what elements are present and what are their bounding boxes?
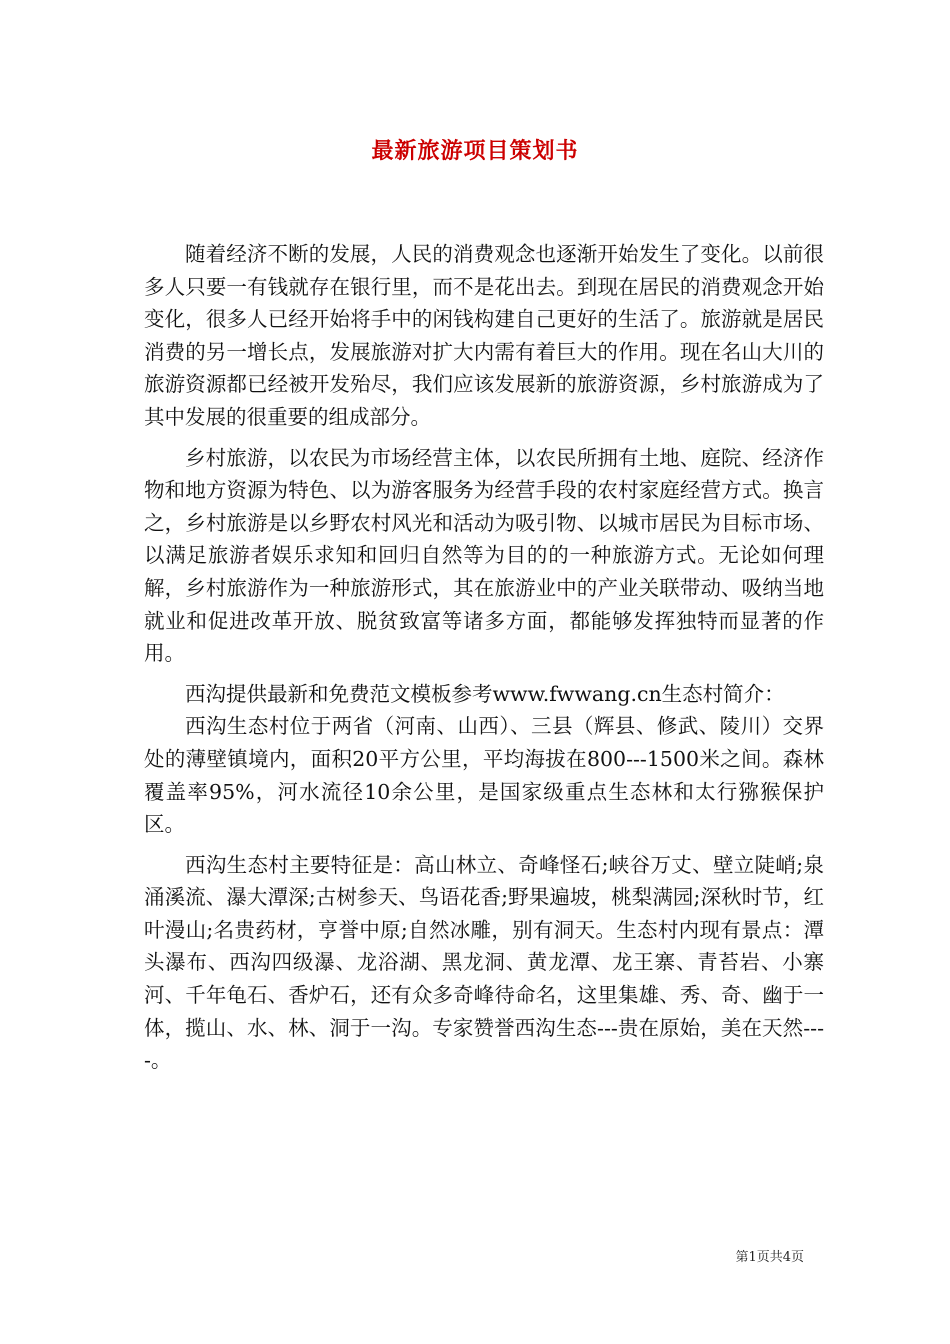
paragraph-village-location: 西沟生态村位于两省（河南、山西）、三县（辉县、修武、陵川）交界处的薄壁镇境内，面积20平方公里，平均海拔在800---1500米之间。森林覆盖率95%，河水流径10余公里，是国家级重点生态林和太行猕猴保护区。: [144, 714, 824, 837]
paragraph-village-intro-heading: 西沟提供最新和免费范文模板参考www.fwwang.cn生态村简介：: [185, 681, 785, 706]
paragraph-rural-tourism: 乡村旅游，以农民为市场经营主体，以农民所拥有土地、庭院、经济作物和地方资源为特色、以为游客服务为经营手段的农村家庭经营方式。换言之，乡村旅游是以乡野农村风光和活动为吸引物、以城市居民为目标市场、以满足旅游者娱乐求知和回归自然等为目的的一种旅游方式。无论如何理解，乡村旅游作为一种旅游形式，其在旅游业中的产业关联带动、吸纳当地就业和促进改革开放、脱贫致富等诸多方面，都能够发挥独特而显著的作用。: [144, 445, 824, 666]
page-number: 第1页共4页: [735, 1250, 804, 1265]
document-title: 最新旅游项目策划书: [371, 138, 579, 164]
paragraph-village-features: 西沟生态村主要特征是：高山林立、奇峰怪石;峡谷万丈、壁立陡峭;泉涌溪流、瀑大潭深;古树参天、鸟语花香;野果遍坡，桃梨满园;深秋时节，红叶漫山;名贵药材，亨誉中原;自然冰雕，别有洞天。生态村内现有景点：潭头瀑布、西沟四级瀑、龙浴湖、黑龙洞、黄龙潭、龙王寨、青苔岩、小寨河、千年龟石、香炉石，还有众多奇峰待命名，这里集雄、秀、奇、幽于一体，揽山、水、林、洞于一沟。专家赞誉西沟生态---贵在原始，美在天然----。: [144, 852, 824, 1073]
paragraph-intro: 随着经济不断的发展，人民的消费观念也逐渐开始发生了变化。以前很多人只要一有钱就存在银行里，而不是花出去。到现在居民的消费观念开始变化，很多人已经开始将手中的闲钱构建自己更好的生活了。旅游就是居民消费的另一增长点，发展旅游对扩大内需有着巨大的作用。现在名山大川的旅游资源都已经被开发殆尽，我们应该发展新的旅游资源，乡村旅游成为了其中发展的很重要的组成部分。: [144, 242, 824, 429]
document-body: [144, 238, 824, 1077]
